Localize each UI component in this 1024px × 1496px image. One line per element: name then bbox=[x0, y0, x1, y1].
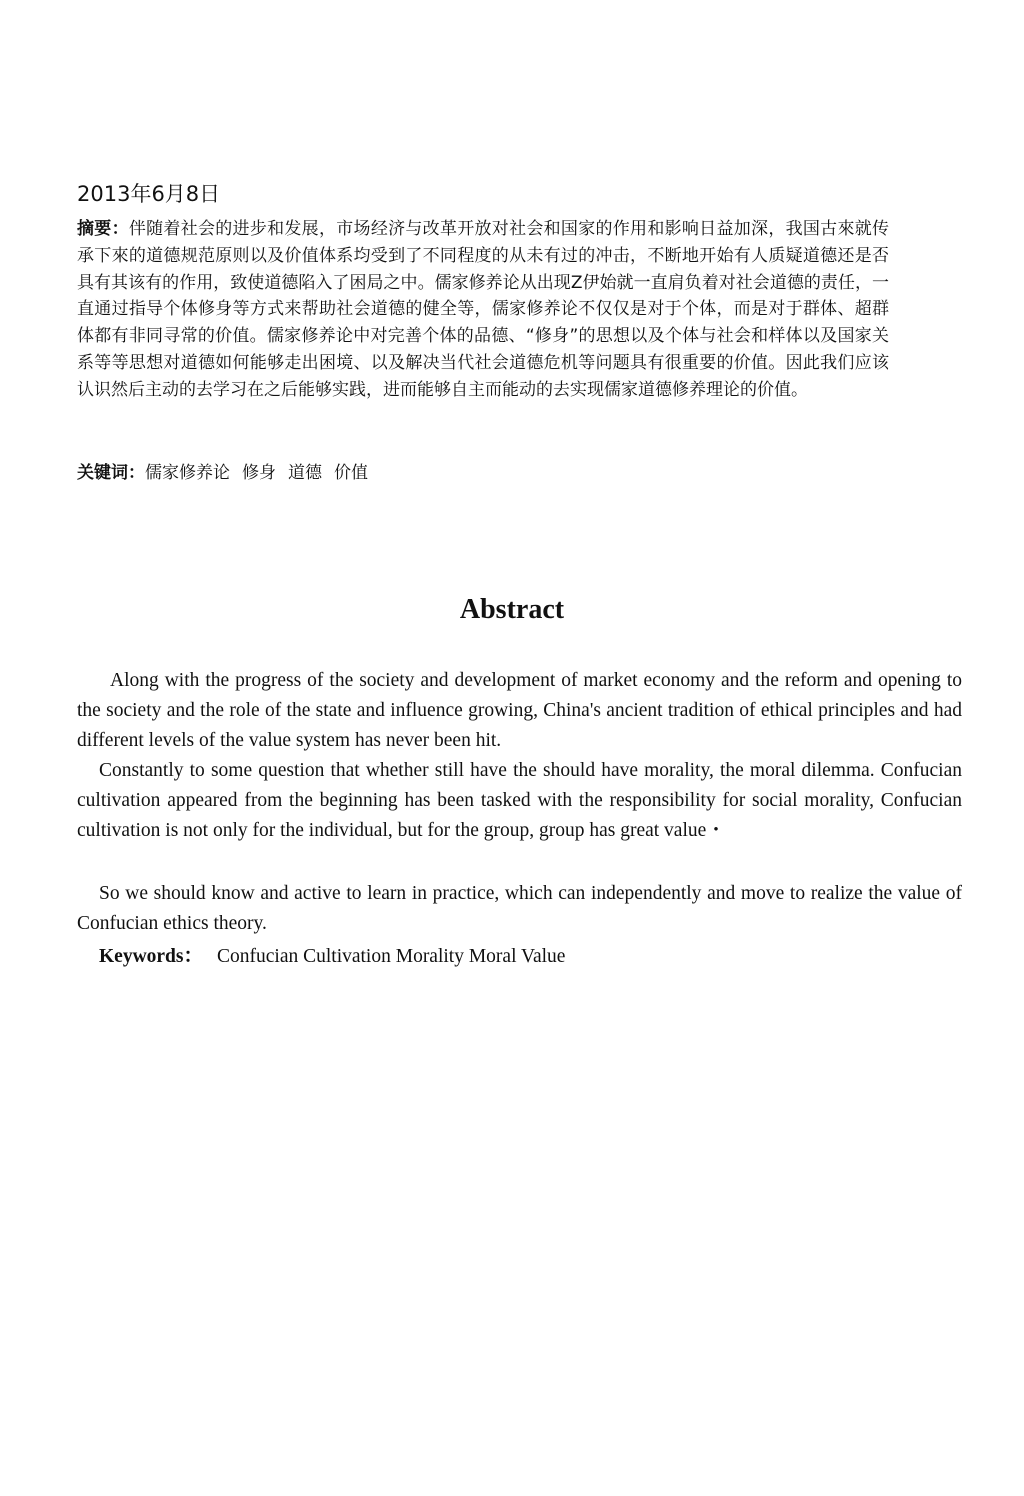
chinese-keyword: 道德 bbox=[288, 463, 322, 483]
english-keywords-label: Keywords： bbox=[99, 946, 203, 967]
chinese-keywords bbox=[77, 460, 380, 486]
chinese-keyword: 价值 bbox=[334, 463, 368, 483]
chinese-keyword: 修身 bbox=[242, 463, 276, 483]
english-abstract-paragraph: So we should know and active to learn in practice, which can independently and move to realize the value of Confucian ethics theory. bbox=[77, 883, 962, 934]
english-keywords-text: Confucian Cultivation Morality Moral Value bbox=[217, 946, 566, 967]
english-keywords bbox=[99, 942, 565, 972]
english-abstract-paragraph: Along with the progress of the society and development of market economy and the reform and opening to the society and the role of the state and influence growing, China's ancient tradition of ethical principles and had different levels of the value system has never been hit. bbox=[77, 670, 962, 751]
english-abstract-title: Abstract bbox=[459, 594, 565, 625]
chinese-keyword: 儒家修养论 bbox=[145, 463, 230, 483]
chinese-abstract bbox=[77, 216, 889, 404]
chinese-keywords-label: 关键词： bbox=[77, 463, 145, 483]
date-line: 2013年6月8日 bbox=[77, 182, 221, 206]
chinese-abstract-label: 摘要： bbox=[77, 219, 129, 239]
english-abstract-paragraph: Constantly to some question that whether still have the should have morality, the moral dilemma. Confucian cultivation appeared from the beginning has been tasked with the responsibility for social morality, Confucian cultivation is not only for the individual, but for the group, group has great value・ bbox=[77, 760, 962, 841]
chinese-abstract-text: 伴随着社会的进步和发展，市场经济与改革开放对社会和国家的作用和影响日益加深，我国古來就传承下來的道德规范原则以及价值体系均受到了不同程度的从未有过的冲击，不断地开始有人质疑道德还是否具有其该有的作用，致使道德陷入了困局之中。儒家修养论从出现Z伊始就一直肩负着对社会道德的责任，一直通过指导个体修身等方式来帮助社会道德的健全等，儒家修养论不仅仅是对于个体，而是对于群体、超群体都有非同寻常的价值。儒家修养论中对完善个体的品德、“修身”的思想以及个体与社会和样体以及国家关系等等思想对道德如何能够走出困境、以及解决当代社会道德危机等问题具有很重要的价值。因此我们应该认识然后主动的去学习在之后能够实践，进而能够自主而能动的去实现儒家道德修养理论的价值。 bbox=[77, 219, 890, 400]
